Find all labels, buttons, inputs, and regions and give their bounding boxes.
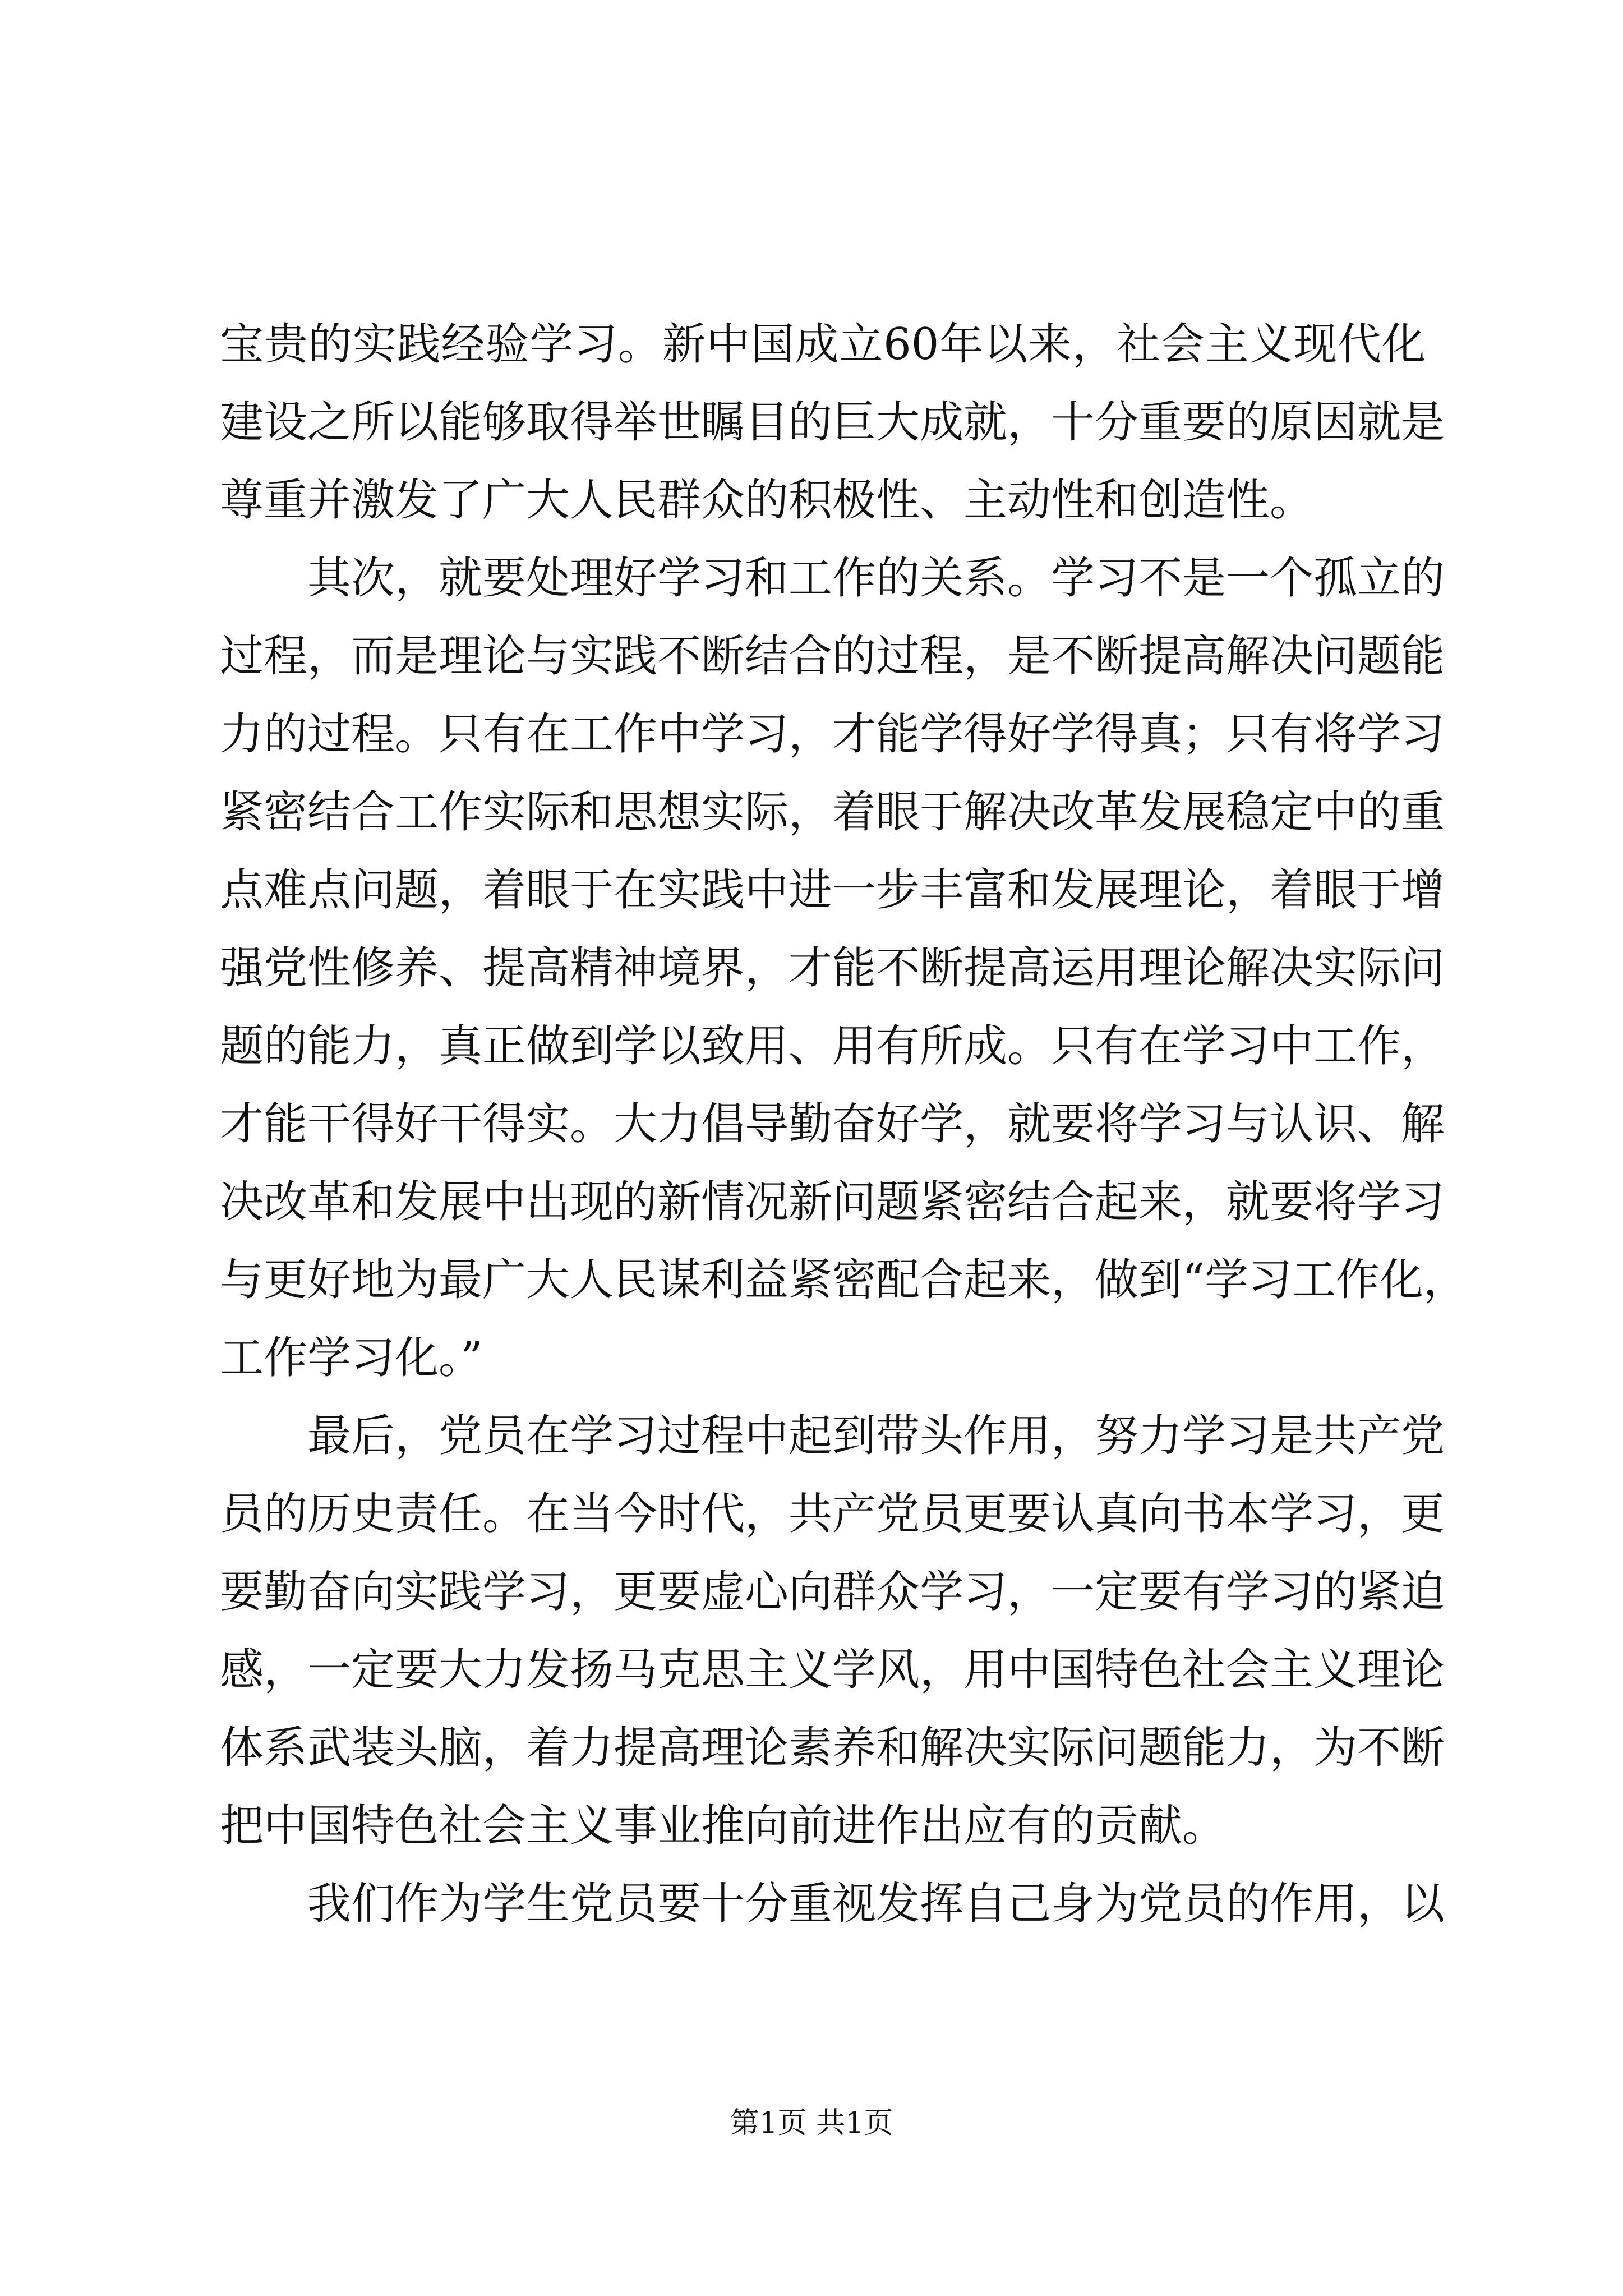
text-line: 把中国特色社会主义事业推向前进作出应有的贡献。	[220, 1801, 1227, 1851]
text-line: 宝贵的实践经验学习。新中国成立60年以来，社会主义现代化	[220, 319, 1426, 370]
text-line: 决改革和发展中出现的新情况新问题紧密结合起来，就要将学习	[220, 1177, 1445, 1227]
text-line: 员的历史责任。在当今时代，共产党员更要认真向书本学习，更	[220, 1489, 1445, 1539]
text-line: 最后，党员在学习过程中起到带头作用，努力学习是共产党	[307, 1411, 1445, 1461]
paragraph-1	[220, 306, 1445, 540]
text-line: 力的过程。只有在工作中学习，才能学得好学得真；只有将学习	[220, 709, 1445, 760]
text-line: 感，一定要大力发扬马克思主义学风，用中国特色社会主义理论	[220, 1645, 1445, 1695]
paragraph-2	[220, 540, 1467, 1397]
text-line: 才能干得好干得实。大力倡导勤奋好学，就要将学习与认识、解	[220, 1099, 1445, 1149]
paragraph-4	[220, 1865, 1445, 1943]
text-line: 建设之所以能够取得举世瞩目的巨大成就，十分重要的原因就是	[220, 397, 1445, 448]
page-footer: 第1页 共1页	[730, 2106, 893, 2140]
text-line: 工作学习化。”	[220, 1333, 483, 1383]
text-line: 题的能力，真正做到学以致用、用有所成。只有在学习中工作，	[220, 1021, 1445, 1071]
text-line: 尊重并激发了广大人民群众的积极性、主动性和创造性。	[220, 475, 1314, 526]
document-body	[220, 306, 1467, 1943]
paragraph-3	[220, 1397, 1445, 1865]
text-line: 过程，而是理论与实践不断结合的过程，是不断提高解决问题能	[220, 631, 1445, 682]
text-line: 点难点问题，着眼于在实践中进一步丰富和发展理论，着眼于增	[220, 865, 1445, 915]
text-line: 紧密结合工作实际和思想实际，着眼于解决改革发展稳定中的重	[220, 787, 1445, 838]
text-line: 我们作为学生党员要十分重视发挥自己身为党员的作用，以	[307, 1879, 1445, 1929]
text-line: 其次，就要处理好学习和工作的关系。学习不是一个孤立的	[307, 553, 1445, 604]
text-line: 强党性修养、提高精神境界，才能不断提高运用理论解决实际问	[220, 943, 1445, 993]
text-line: 体系武装头脑，着力提高理论素养和解决实际问题能力，为不断	[220, 1723, 1445, 1773]
text-line: 与更好地为最广大人民谋利益紧密配合起来，做到“学习工作化，	[220, 1255, 1467, 1305]
text-line: 要勤奋向实践学习，更要虚心向群众学习，一定要有学习的紧迫	[220, 1567, 1445, 1617]
